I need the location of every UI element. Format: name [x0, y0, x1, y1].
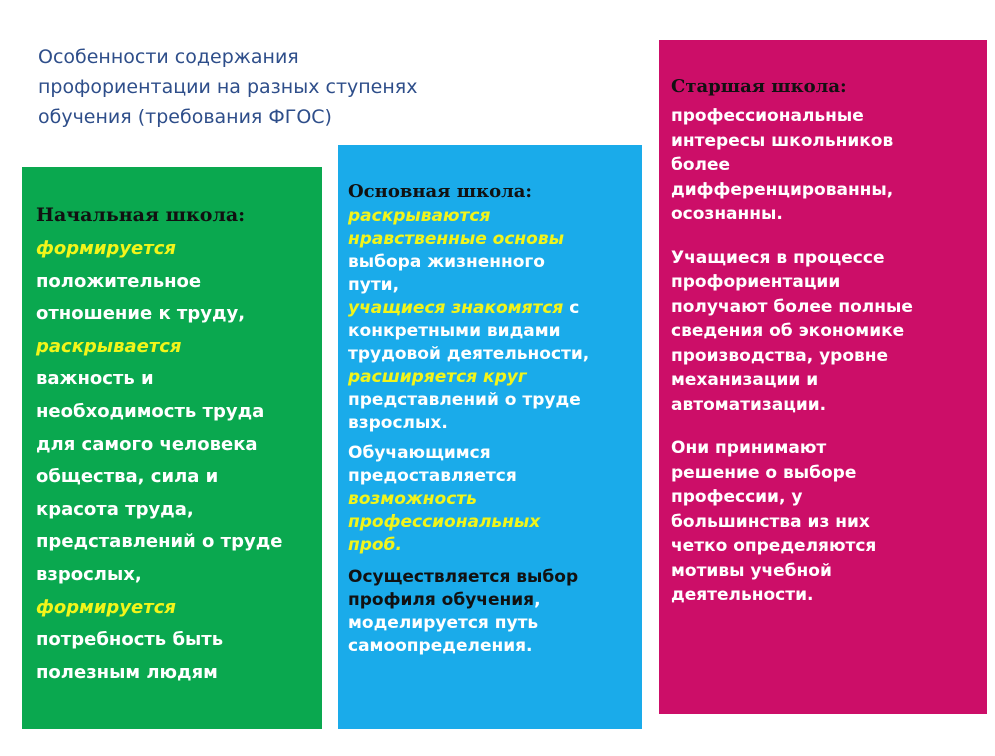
text-line: моделируется путь — [348, 613, 539, 633]
text-line: осознанны. — [671, 204, 783, 224]
text-line: взрослых. — [348, 413, 448, 433]
highlight-text: расширяется круг — [348, 367, 527, 387]
text-line: деятельности. — [671, 585, 814, 605]
highlight-text: профессиональных — [348, 512, 541, 532]
text-line: общества, сила и — [36, 466, 219, 488]
text-line: Осуществляется выбор — [348, 567, 579, 587]
text-line: пути, — [348, 275, 400, 295]
text-line: полезным людям — [36, 661, 218, 683]
text-line: решение о выборе — [671, 462, 857, 483]
text-line: автоматизации. — [671, 394, 827, 415]
highlight-text: раскрываются — [348, 206, 491, 226]
title-line: обучения (требования ФГОС) — [38, 106, 332, 128]
text-line: красота труда, — [36, 498, 194, 520]
dark-text: профиля обучения — [348, 590, 535, 610]
text-line: профориентации — [671, 272, 841, 292]
text-line: профессии, у — [671, 487, 803, 507]
text-line: трудовой деятельности, — [348, 344, 590, 364]
text-fragment: , — [534, 590, 541, 610]
text-line: мотивы учебной — [671, 560, 832, 581]
primary-school-heading: Начальная школа: — [36, 204, 246, 226]
title-line: профориентации на разных ступенях — [38, 76, 418, 98]
text-line: отношение к труду, — [36, 303, 246, 325]
highlight-text: нравственные основы — [348, 229, 564, 249]
text-line: производства, уровне — [671, 345, 889, 366]
text-line: представлений о труде — [348, 390, 581, 410]
primary-school-text — [36, 233, 312, 689]
text-line: положительное — [36, 270, 202, 292]
text-line: большинства из них — [671, 511, 870, 532]
text-line — [348, 589, 634, 612]
highlight-text: раскрывается — [36, 335, 182, 357]
text-line: взрослых, — [36, 563, 142, 585]
text-line: механизации и — [671, 370, 819, 390]
text-line: для самого человека — [36, 433, 258, 455]
slide-title — [38, 42, 508, 132]
text-line: Учащиеся в процессе — [671, 247, 885, 268]
text-line: Они принимают — [671, 438, 827, 458]
senior-school-text — [671, 104, 977, 608]
basic-school-heading: Основная школа: — [348, 181, 533, 202]
highlight-text: формируется — [36, 596, 176, 618]
text-fragment: с — [563, 298, 580, 318]
text-line: интересы школьников — [671, 130, 894, 151]
text-line: представлений о труде — [36, 531, 283, 553]
title-line: Особенности содержания — [38, 46, 299, 68]
highlight-text: возможность — [348, 489, 477, 509]
highlight-text: проб. — [348, 535, 402, 555]
text-line: самоопределения. — [348, 636, 533, 656]
text-line: сведения об экономике — [671, 321, 905, 341]
text-line: четко определяются — [671, 536, 877, 556]
text-line: выбора жизненного — [348, 252, 545, 272]
senior-school-heading: Старшая школа: — [671, 76, 847, 97]
senior-school-panel — [659, 40, 987, 714]
basic-school-text — [348, 205, 634, 658]
text-line: более — [671, 155, 731, 175]
text-line: предоставляется — [348, 466, 517, 486]
text-line: потребность быть — [36, 629, 224, 651]
highlight-text: учащиеся знакомятся — [348, 298, 564, 318]
text-line: необходимость труда — [36, 400, 265, 422]
text-line: конкретными видами — [348, 321, 561, 341]
text-line: важность и — [36, 368, 154, 390]
text-line: получают более полные — [671, 296, 913, 317]
text-line: профессиональные — [671, 106, 864, 126]
basic-school-panel — [338, 145, 642, 729]
text-line — [348, 297, 634, 320]
text-line: дифференцированны, — [671, 179, 894, 200]
primary-school-panel — [22, 167, 322, 729]
highlight-text: формируется — [36, 238, 176, 259]
text-line: Обучающимся — [348, 443, 491, 463]
